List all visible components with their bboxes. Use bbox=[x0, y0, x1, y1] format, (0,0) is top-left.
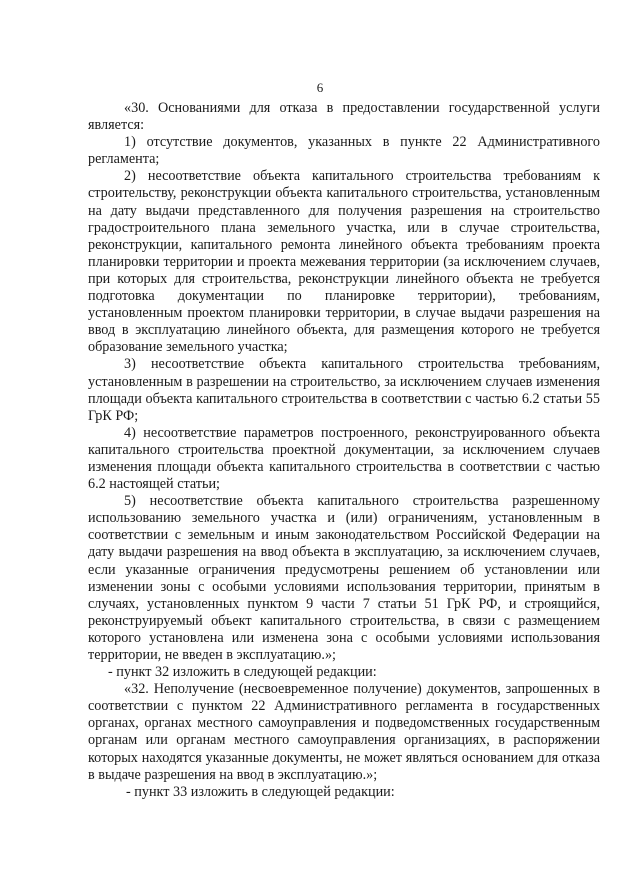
document-body bbox=[88, 100, 600, 801]
paragraph-item-3: 3) несоответствие объекта капитального строительства требованиям, установленным в разрешении на строительство, за исключением случаев изменения площади объекта капитального строительства в соответствии с частью 6.2 статьи 55 ГрК РФ; bbox=[88, 356, 600, 424]
amendment-point-33: - пункт 33 изложить в следующей редакции: bbox=[126, 783, 395, 800]
paragraph-item-1: 1) отсутствие документов, указанных в пункте 22 Административного регламента; bbox=[88, 134, 600, 168]
page-number: 6 bbox=[316, 80, 324, 95]
paragraph-item-2: 2) несоответствие объекта капитального строительства требованиям к строительству, реконструкции объекта капитального строительства, установленным на дату выдачи представленного для получения разрешения на строительство градостроительного плана земельного участка, или в случае строительства, реконструкции, капитального ремонта линейного объекта требованиям проекта планировки территории и проекта межевания территории (за исключением случаев, при которых для строительства, реконструкции линейного объекта не требуется подготовка документации по планировке территории), требованиям, установленным проектом планировки территории, в случае выдачи разрешения на ввод в эксплуатацию линейного объекта, для размещения которого не требуется образование земельного участка; bbox=[88, 168, 600, 356]
paragraph-item-5: 5) несоответствие объекта капитального строительства разрешенному использованию земельного участка и (или) ограничениям, установленным в соответствии с земельным и иным законодательством Российской Федерации на дату выдачи разрешения на ввод объекта в эксплуатацию, за исключением случаев, если указанные ограничения предусмотрены решением об установлении или изменении зоны с особыми условиями использования территории, принятым в случаях, установленных пунктом 9 части 7 статьи 51 ГрК РФ, и строящийся, реконструируемый объект капитального строительства, в связи с размещением которого установлена или изменена зона с особыми условиями использования территории, не введен в эксплуатацию.»; bbox=[88, 493, 600, 663]
paragraph-32-text: «32. Неполучение (несвоевременное получение) документов, запрошенных в соответствии с пунктом 22 Административного регламента в государственных органах, органах местного самоуправления и подведомственных государственным органам или органам местного самоуправления организациях, в распоряжении которых находятся указанные документы, не может являться основанием для отказа в выдаче разрешения на ввод в эксплуатацию.»; bbox=[88, 681, 600, 783]
paragraph-item-4: 4) несоответствие параметров построенного, реконструированного объекта капитального строительства проектной документации, за исключением случаев изменения площади объекта капитального строительства в соответствии с частью 6.2 настоящей статьи; bbox=[88, 424, 600, 493]
amendment-point-32: - пункт 32 изложить в следующей редакции: bbox=[108, 664, 377, 681]
paragraph-30-heading: «30. Основаниями для отказа в предоставлении государственной услуги является: bbox=[88, 100, 600, 134]
